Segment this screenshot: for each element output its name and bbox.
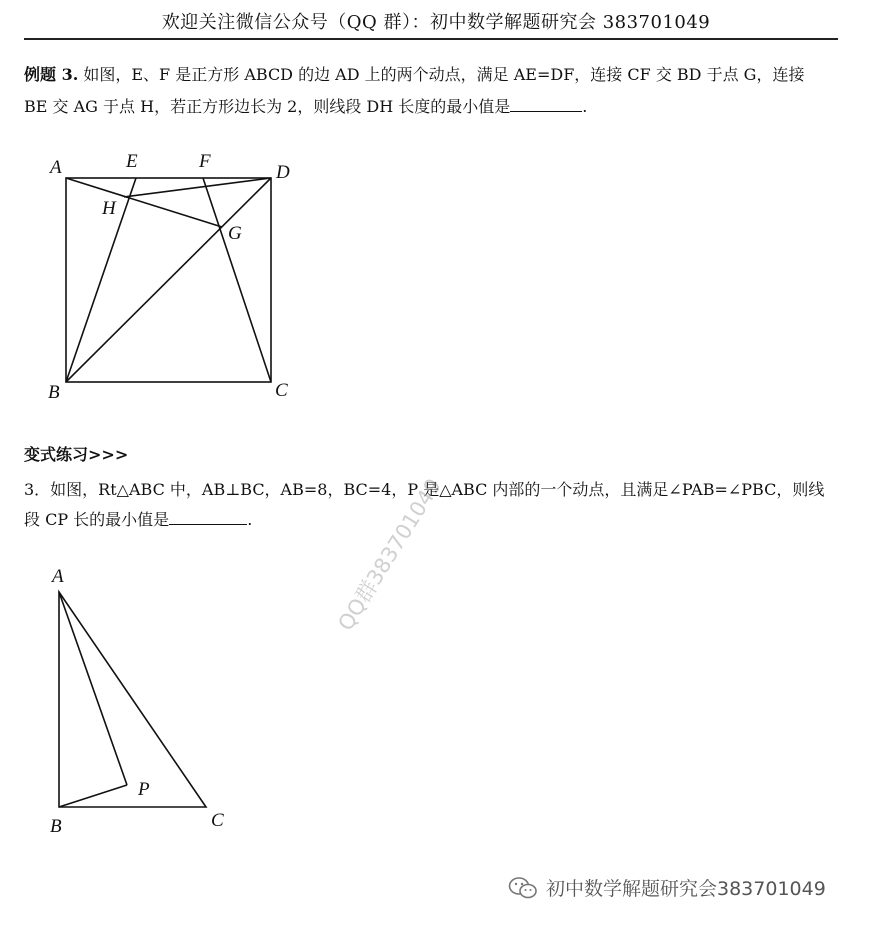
label-g: G: [228, 223, 242, 244]
label-p: P: [138, 779, 150, 800]
triangle-abc: [59, 592, 206, 807]
footer-brand: [508, 874, 826, 901]
practice-title: 变式练习>>>: [24, 445, 129, 464]
wechat-icon: [508, 876, 538, 900]
segment-bp: [59, 785, 127, 807]
practice-text-2: 段 CP 长的最小值是: [24, 510, 170, 529]
label-d: D: [276, 162, 290, 183]
label-b2: B: [50, 816, 62, 837]
segment-ap: [59, 592, 127, 785]
practice-line-1: 3．如图，Rt△ABC 中，AB⊥BC，AB=8，BC=4，P 是△ABC 内部的一个动点，且满足∠PAB=∠PBC，则线: [24, 480, 825, 499]
label-h: H: [102, 198, 116, 219]
example-text-2: BE 交 AG 于点 H，若正方形边长为 2，则线段 DH 长度的最小值是: [24, 97, 511, 116]
practice-text-2-end: .: [247, 510, 253, 529]
label-c: C: [275, 380, 288, 401]
label-b: B: [48, 382, 60, 403]
label-c2: C: [211, 810, 224, 831]
label-a: A: [50, 157, 62, 178]
label-e: E: [126, 151, 138, 172]
example-label: 例题 3.: [24, 65, 79, 84]
example-text-2-end: .: [582, 97, 588, 116]
example-text-1: 如图，E、F 是正方形 ABCD 的边 AD 上的两个动点，满足 AE=DF，连接 CF 交 BD 于点 G，连接: [83, 65, 805, 84]
label-f: F: [199, 151, 211, 172]
footer-brand-text: 初中数学解题研究会383701049: [546, 878, 826, 900]
label-a2: A: [52, 566, 64, 587]
watermark: QQ群383701049: [333, 474, 447, 635]
page-header: 欢迎关注微信公众号（QQ 群）：初中数学解题研究会 383701049: [161, 12, 711, 33]
